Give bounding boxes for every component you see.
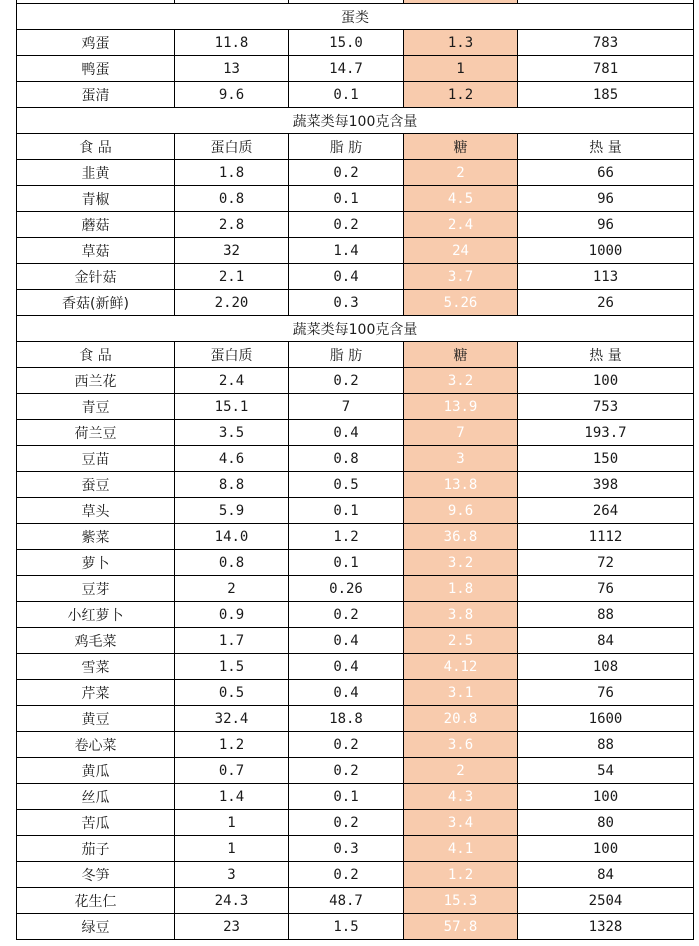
food-name: 小红萝卜 (17, 602, 175, 628)
protein-value: 2.8 (175, 212, 289, 238)
energy-value: 84 (518, 862, 694, 888)
food-name: 金针菇 (17, 264, 175, 290)
food-name: 丝瓜 (17, 784, 175, 810)
food-name: 花生仁 (17, 888, 175, 914)
protein-value: 15.1 (175, 394, 289, 420)
header-protein: 蛋白质 (175, 134, 289, 160)
sugar-value: 1.3 (404, 30, 518, 56)
fat-value: 0.26 (289, 576, 404, 602)
fat-value: 0.3 (289, 290, 404, 316)
sugar-value: 7 (404, 420, 518, 446)
food-name: 荷兰豆 (17, 420, 175, 446)
fat-value: 0.2 (289, 810, 404, 836)
fat-value: 1.5 (289, 914, 404, 940)
sugar-value: 4.12 (404, 654, 518, 680)
table-row (17, 394, 694, 420)
table-row (17, 160, 694, 186)
table-row (17, 212, 694, 238)
header-fat: 脂 肪 (289, 134, 404, 160)
table-row (17, 862, 694, 888)
section-title-row (17, 316, 694, 342)
food-name: 西兰花 (17, 368, 175, 394)
protein-value: 1.4 (175, 784, 289, 810)
fat-value: 0.4 (289, 420, 404, 446)
food-name: 韭黄 (17, 160, 175, 186)
food-name: 冬笋 (17, 862, 175, 888)
protein-value: 1.7 (175, 628, 289, 654)
table-row (17, 420, 694, 446)
energy-value: 1328 (518, 914, 694, 940)
food-name: 黄瓜 (17, 758, 175, 784)
table-row (17, 810, 694, 836)
fat-value: 1.4 (289, 238, 404, 264)
fat-value: 0.2 (289, 160, 404, 186)
food-name: 蚕豆 (17, 472, 175, 498)
sugar-value: 3 (404, 446, 518, 472)
energy-value: 193.7 (518, 420, 694, 446)
protein-value: 2.1 (175, 264, 289, 290)
sugar-value: 3.4 (404, 810, 518, 836)
fat-value: 15.0 (289, 30, 404, 56)
table-row (17, 550, 694, 576)
protein-value: 1.2 (175, 732, 289, 758)
protein-value: 2 (175, 576, 289, 602)
food-name: 紫菜 (17, 524, 175, 550)
food-name: 蘑菇 (17, 212, 175, 238)
section-title-row (17, 108, 694, 134)
food-name: 黄豆 (17, 706, 175, 732)
protein-value: 0.7 (175, 758, 289, 784)
sugar-value: 3.8 (404, 602, 518, 628)
fat-value: 0.1 (289, 186, 404, 212)
sugar-value: 3.2 (404, 550, 518, 576)
energy-value: 113 (518, 264, 694, 290)
table-row (17, 82, 694, 108)
protein-value: 23 (175, 914, 289, 940)
food-name: 草菇 (17, 238, 175, 264)
fat-value: 0.2 (289, 758, 404, 784)
protein-value: 4.6 (175, 446, 289, 472)
fat-value: 0.2 (289, 732, 404, 758)
fat-value: 0.4 (289, 264, 404, 290)
food-name: 鸡毛菜 (17, 628, 175, 654)
protein-value: 0.5 (175, 680, 289, 706)
header-fat: 脂 肪 (289, 342, 404, 368)
table-row (17, 30, 694, 56)
sugar-value: 3.6 (404, 732, 518, 758)
fat-value: 0.8 (289, 446, 404, 472)
energy-value: 54 (518, 758, 694, 784)
food-name: 卷心菜 (17, 732, 175, 758)
fat-value: 0.4 (289, 680, 404, 706)
energy-value: 80 (518, 810, 694, 836)
protein-value: 11.8 (175, 30, 289, 56)
sugar-value: 4.3 (404, 784, 518, 810)
sugar-value: 9.6 (404, 498, 518, 524)
nutrition-table (16, 0, 694, 940)
food-name: 豆芽 (17, 576, 175, 602)
energy-value: 1112 (518, 524, 694, 550)
fat-value: 1.2 (289, 524, 404, 550)
column-header-row (17, 342, 694, 368)
protein-value: 0.8 (175, 550, 289, 576)
energy-value: 1600 (518, 706, 694, 732)
table-row (17, 290, 694, 316)
energy-value: 76 (518, 576, 694, 602)
fat-value: 0.2 (289, 368, 404, 394)
fat-value: 0.4 (289, 654, 404, 680)
header-sugar: 糖 (404, 134, 518, 160)
energy-value: 108 (518, 654, 694, 680)
food-name: 萝卜 (17, 550, 175, 576)
table-row (17, 56, 694, 82)
table-row (17, 732, 694, 758)
energy-value: 781 (518, 56, 694, 82)
table-row (17, 264, 694, 290)
energy-value: 96 (518, 212, 694, 238)
header-protein: 蛋白质 (175, 342, 289, 368)
fat-value: 0.1 (289, 784, 404, 810)
header-energy: 热 量 (518, 134, 694, 160)
column-header-row (17, 134, 694, 160)
table-row (17, 758, 694, 784)
fat-value: 0.2 (289, 862, 404, 888)
fat-value: 0.4 (289, 628, 404, 654)
section-title-veg1: 蔬菜类每100克含量 (17, 108, 694, 134)
protein-value: 24.3 (175, 888, 289, 914)
protein-value: 1.5 (175, 654, 289, 680)
fat-value: 0.1 (289, 82, 404, 108)
energy-value: 26 (518, 290, 694, 316)
food-name: 苦瓜 (17, 810, 175, 836)
energy-value: 100 (518, 836, 694, 862)
energy-value: 185 (518, 82, 694, 108)
energy-value: 753 (518, 394, 694, 420)
fat-value: 48.7 (289, 888, 404, 914)
fat-value: 0.2 (289, 212, 404, 238)
energy-value: 88 (518, 732, 694, 758)
section-title-egg: 蛋类 (17, 4, 694, 30)
sugar-value: 13.8 (404, 472, 518, 498)
table-row (17, 498, 694, 524)
sugar-value: 3.7 (404, 264, 518, 290)
protein-value: 2.4 (175, 368, 289, 394)
table-row (17, 628, 694, 654)
table-row (17, 888, 694, 914)
table-row (17, 680, 694, 706)
table-row (17, 238, 694, 264)
protein-value: 1 (175, 836, 289, 862)
header-energy: 热 量 (518, 342, 694, 368)
energy-value: 88 (518, 602, 694, 628)
energy-value: 398 (518, 472, 694, 498)
sugar-value: 2.4 (404, 212, 518, 238)
food-name: 雪菜 (17, 654, 175, 680)
protein-value: 1 (175, 810, 289, 836)
energy-value: 72 (518, 550, 694, 576)
sugar-value: 15.3 (404, 888, 518, 914)
protein-value: 13 (175, 56, 289, 82)
fat-value: 18.8 (289, 706, 404, 732)
sugar-value: 5.26 (404, 290, 518, 316)
food-name: 鸡蛋 (17, 30, 175, 56)
protein-value: 2.20 (175, 290, 289, 316)
energy-value: 264 (518, 498, 694, 524)
food-name: 草头 (17, 498, 175, 524)
sugar-value: 20.8 (404, 706, 518, 732)
header-food: 食 品 (17, 134, 175, 160)
table-row (17, 472, 694, 498)
sugar-value: 2 (404, 160, 518, 186)
protein-value: 8.8 (175, 472, 289, 498)
fat-value: 7 (289, 394, 404, 420)
protein-value: 32 (175, 238, 289, 264)
energy-value: 1000 (518, 238, 694, 264)
sugar-value: 3.1 (404, 680, 518, 706)
protein-value: 3.5 (175, 420, 289, 446)
energy-value: 150 (518, 446, 694, 472)
sugar-value: 1 (404, 56, 518, 82)
food-name: 茄子 (17, 836, 175, 862)
table-row (17, 368, 694, 394)
food-name: 蛋清 (17, 82, 175, 108)
table-row (17, 836, 694, 862)
energy-value: 76 (518, 680, 694, 706)
sugar-value: 4.5 (404, 186, 518, 212)
sugar-value: 3.2 (404, 368, 518, 394)
table-row (17, 576, 694, 602)
energy-value: 100 (518, 784, 694, 810)
energy-value: 783 (518, 30, 694, 56)
table-row (17, 706, 694, 732)
protein-value: 32.4 (175, 706, 289, 732)
energy-value: 84 (518, 628, 694, 654)
sugar-value: 13.9 (404, 394, 518, 420)
fat-value: 0.1 (289, 550, 404, 576)
food-name: 绿豆 (17, 914, 175, 940)
food-name: 鸭蛋 (17, 56, 175, 82)
table-row (17, 446, 694, 472)
food-name: 青豆 (17, 394, 175, 420)
fat-value: 0.2 (289, 602, 404, 628)
sugar-value: 4.1 (404, 836, 518, 862)
table-row (17, 784, 694, 810)
food-name: 芹菜 (17, 680, 175, 706)
protein-value: 3 (175, 862, 289, 888)
sugar-value: 1.8 (404, 576, 518, 602)
food-name: 香菇(新鲜) (17, 290, 175, 316)
energy-value: 96 (518, 186, 694, 212)
section-title-row (17, 4, 694, 30)
sugar-value: 57.8 (404, 914, 518, 940)
header-sugar: 糖 (404, 342, 518, 368)
protein-value: 9.6 (175, 82, 289, 108)
protein-value: 1.8 (175, 160, 289, 186)
protein-value: 14.0 (175, 524, 289, 550)
protein-value: 5.9 (175, 498, 289, 524)
sugar-value: 2 (404, 758, 518, 784)
table-row (17, 914, 694, 940)
header-food: 食 品 (17, 342, 175, 368)
sugar-value: 36.8 (404, 524, 518, 550)
sugar-value: 2.5 (404, 628, 518, 654)
sugar-value: 1.2 (404, 82, 518, 108)
section-title-veg2: 蔬菜类每100克含量 (17, 316, 694, 342)
fat-value: 0.5 (289, 472, 404, 498)
table-row (17, 602, 694, 628)
table-row (17, 654, 694, 680)
energy-value: 2504 (518, 888, 694, 914)
table-row (17, 524, 694, 550)
protein-value: 0.9 (175, 602, 289, 628)
fat-value: 0.1 (289, 498, 404, 524)
energy-value: 100 (518, 368, 694, 394)
energy-value: 66 (518, 160, 694, 186)
protein-value: 0.8 (175, 186, 289, 212)
sugar-value: 1.2 (404, 862, 518, 888)
table-row (17, 186, 694, 212)
food-name: 青椒 (17, 186, 175, 212)
fat-value: 14.7 (289, 56, 404, 82)
fat-value: 0.3 (289, 836, 404, 862)
food-name: 豆苗 (17, 446, 175, 472)
sugar-value: 24 (404, 238, 518, 264)
